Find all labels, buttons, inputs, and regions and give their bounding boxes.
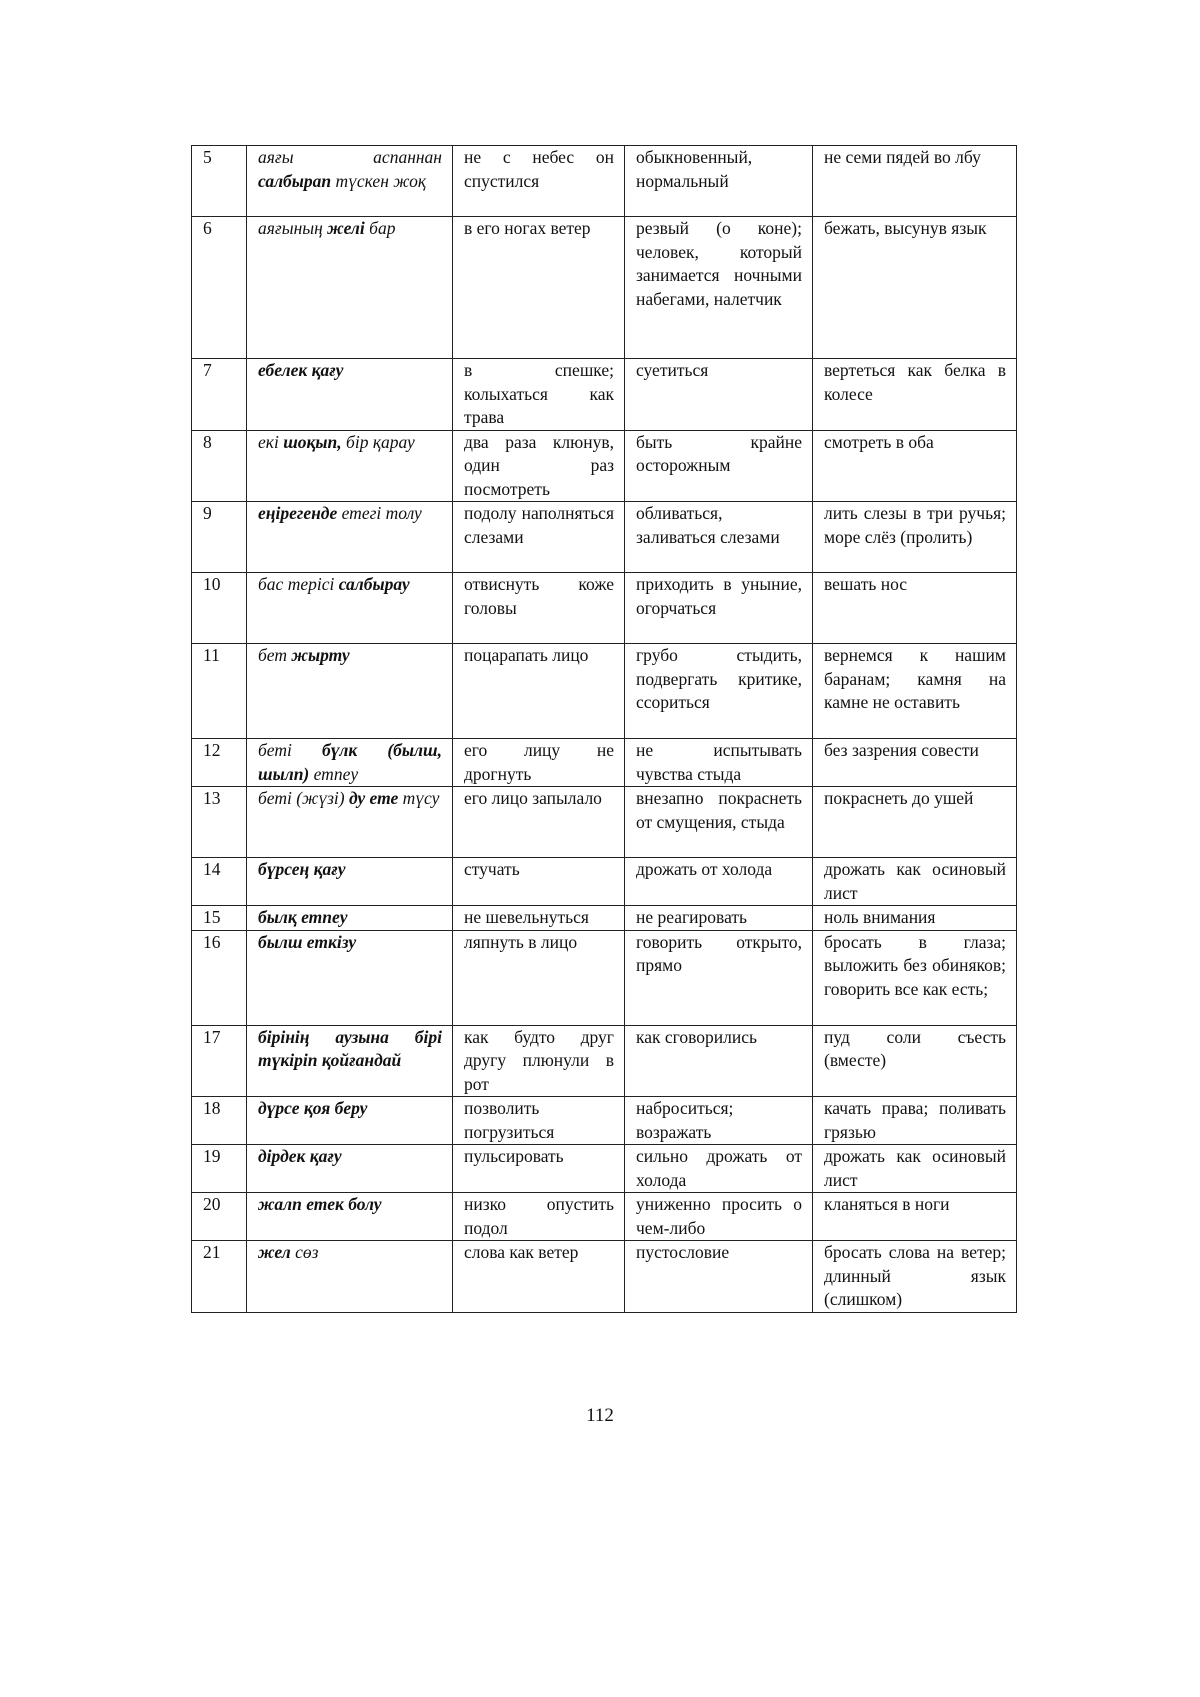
row-number: 14 — [192, 858, 247, 906]
phrase-keyword: бірінің аузына бірі түкіріп қойғандай — [258, 1026, 442, 1070]
literal-translation: два раза клюнув, один раз посмотреть — [453, 430, 625, 502]
meaning: униженно просить о чем-либо — [625, 1193, 813, 1241]
table-row — [192, 430, 1017, 502]
russian-equivalent: не семи пядей во лбу — [813, 146, 1017, 217]
table-row — [192, 858, 1017, 906]
row-number: 18 — [192, 1097, 247, 1145]
meaning: суетиться — [625, 359, 813, 431]
phrase-text: бет — [258, 645, 292, 665]
table-row — [192, 906, 1017, 931]
kazakh-phrase — [247, 1145, 453, 1193]
meaning: говорить открыто, прямо — [625, 930, 813, 1025]
meaning: быть крайне осторожным — [625, 430, 813, 502]
table-row — [192, 146, 1017, 217]
meaning: обливаться, заливаться слезами — [625, 502, 813, 573]
russian-equivalent: бросать слова на ветер; длинный язык (слишком) — [813, 1241, 1017, 1313]
literal-translation: стучать — [453, 858, 625, 906]
literal-translation: пульсировать — [453, 1145, 625, 1193]
russian-equivalent: бежать, высунув язык — [813, 217, 1017, 359]
kazakh-phrase — [247, 573, 453, 644]
russian-equivalent: без зазрения совести — [813, 739, 1017, 787]
phrase-keyword: ебелек қағу — [258, 360, 344, 380]
literal-translation: как будто друг другу плюнули в рот — [453, 1025, 625, 1097]
row-number: 19 — [192, 1145, 247, 1193]
table-row — [192, 787, 1017, 858]
phrase-text: түскен жоқ — [331, 170, 427, 191]
kazakh-phrase — [247, 930, 453, 1025]
phrase-text: етпеу — [309, 763, 359, 784]
row-number: 8 — [192, 430, 247, 502]
russian-equivalent: вертеться как белка в колесе — [813, 359, 1017, 431]
kazakh-phrase — [247, 359, 453, 431]
row-number: 6 — [192, 217, 247, 359]
phraseology-table — [191, 145, 1017, 1313]
russian-equivalent: лить слезы в три ручья; море слёз (пролить) — [813, 502, 1017, 573]
row-number: 21 — [192, 1241, 247, 1313]
meaning: резвый (о коне); человек, который занимается ночными набегами, налетчик — [625, 217, 813, 359]
kazakh-phrase — [247, 787, 453, 858]
phrase-keyword: салбырап — [258, 170, 332, 191]
meaning: сильно дрожать от холода — [625, 1145, 813, 1193]
literal-translation: низко опустить подол — [453, 1193, 625, 1241]
row-number: 13 — [192, 787, 247, 858]
literal-translation: не с небес он спустился — [453, 146, 625, 217]
literal-translation: слова как ветер — [453, 1241, 625, 1313]
russian-equivalent: вернемся к нашим баранам; камня на камне не оставить — [813, 644, 1017, 739]
russian-equivalent: дрожать как осиновый лист — [813, 1145, 1017, 1193]
table-row — [192, 1241, 1017, 1313]
russian-equivalent: пуд соли съесть (вместе) — [813, 1025, 1017, 1097]
phrase-keyword: желі — [327, 218, 365, 238]
kazakh-phrase — [247, 1193, 453, 1241]
table-row — [192, 739, 1017, 787]
meaning: не реагировать — [625, 906, 813, 931]
phrase-text: етегі толу — [337, 503, 422, 523]
table-row — [192, 1193, 1017, 1241]
table-row — [192, 359, 1017, 431]
russian-equivalent: покраснеть до ушей — [813, 787, 1017, 858]
table-row — [192, 1145, 1017, 1193]
phrase-text: бар — [364, 218, 396, 238]
kazakh-phrase — [247, 146, 453, 217]
phrase-text: аяғы аспаннан — [258, 147, 442, 167]
phrase-text: беті (жүзі) — [258, 788, 349, 808]
russian-equivalent: ноль внимания — [813, 906, 1017, 931]
row-number: 12 — [192, 739, 247, 787]
kazakh-phrase — [247, 1097, 453, 1145]
table-row — [192, 1025, 1017, 1097]
table-row — [192, 502, 1017, 573]
russian-equivalent: дрожать как осиновый лист — [813, 858, 1017, 906]
kazakh-phrase — [247, 502, 453, 573]
table-row — [192, 644, 1017, 739]
literal-translation: его лицо запылало — [453, 787, 625, 858]
phrase-keyword: шоқып, — [283, 431, 342, 452]
meaning: приходить в уныние, огорчаться — [625, 573, 813, 644]
kazakh-phrase — [247, 906, 453, 931]
table-row — [192, 930, 1017, 1025]
phrase-keyword: жырту — [291, 645, 350, 665]
phrase-keyword: дірдек қағу — [258, 1146, 342, 1166]
table-row — [192, 573, 1017, 644]
russian-equivalent: кланяться в ноги — [813, 1193, 1017, 1241]
phrase-text: түсу — [398, 788, 440, 808]
literal-translation: ляпнуть в лицо — [453, 930, 625, 1025]
kazakh-phrase — [247, 644, 453, 739]
table-row — [192, 1097, 1017, 1145]
literal-translation: в его ногах ветер — [453, 217, 625, 359]
kazakh-phrase — [247, 1025, 453, 1097]
phrase-text: бас терісі — [258, 574, 339, 594]
russian-equivalent: бросать в глаза; выложить без обиняков; говорить все как есть; — [813, 930, 1017, 1025]
phrase-text: екі — [258, 431, 284, 452]
row-number: 15 — [192, 906, 247, 931]
russian-equivalent: качать права; поливать грязью — [813, 1097, 1017, 1145]
literal-translation: подолу наполняться слезами — [453, 502, 625, 573]
russian-equivalent: смотреть в оба — [813, 430, 1017, 502]
page-number: 112 — [586, 1405, 614, 1426]
kazakh-phrase — [247, 217, 453, 359]
phrase-keyword: былш еткізу — [258, 931, 357, 952]
row-number: 7 — [192, 359, 247, 431]
kazakh-phrase — [247, 1241, 453, 1313]
table-row — [192, 217, 1017, 359]
phrase-keyword: былқ етпеу — [258, 907, 348, 927]
meaning: обыкновенный, нормальный — [625, 146, 813, 217]
row-number: 17 — [192, 1025, 247, 1097]
phrase-keyword: еңірегенде — [258, 503, 338, 523]
row-number: 20 — [192, 1193, 247, 1241]
phrase-text: бір қарау — [341, 431, 415, 452]
phrase-keyword: дүрсе қоя беру — [258, 1098, 368, 1118]
literal-translation: отвиснуть коже головы — [453, 573, 625, 644]
meaning: не испытывать чувства стыда — [625, 739, 813, 787]
kazakh-phrase — [247, 739, 453, 787]
phrase-text: аяғының — [258, 218, 328, 238]
phrase-keyword: жел — [258, 1242, 291, 1262]
literal-translation: не шевельнуться — [453, 906, 625, 931]
phrase-keyword: ду ете — [348, 788, 399, 808]
russian-equivalent: вешать нос — [813, 573, 1017, 644]
meaning: внезапно покраснеть от смущения, стыда — [625, 787, 813, 858]
row-number: 16 — [192, 930, 247, 1025]
literal-translation: позволить погрузиться — [453, 1097, 625, 1145]
literal-translation: поцарапать лицо — [453, 644, 625, 739]
row-number: 10 — [192, 573, 247, 644]
literal-translation: в спешке; колыхаться как трава — [453, 359, 625, 431]
phraseology-table-body — [192, 146, 1017, 1313]
kazakh-phrase — [247, 858, 453, 906]
literal-translation: его лицу не дрогнуть — [453, 739, 625, 787]
row-number: 11 — [192, 644, 247, 739]
row-number: 9 — [192, 502, 247, 573]
row-number: 5 — [192, 146, 247, 217]
phrase-keyword: бүлк (былш, шылп) — [258, 740, 442, 784]
phrase-text: сөз — [290, 1242, 319, 1262]
meaning: дрожать от холода — [625, 858, 813, 906]
phrase-text: беті — [258, 740, 322, 760]
phrase-keyword: салбырау — [338, 574, 410, 594]
phrase-keyword: жалп етек болу — [258, 1194, 382, 1214]
phrase-keyword: бүрсең қағу — [258, 859, 346, 879]
meaning: пустословие — [625, 1241, 813, 1313]
meaning: как сговорились — [625, 1025, 813, 1097]
kazakh-phrase — [247, 430, 453, 502]
meaning: наброситься; возражать — [625, 1097, 813, 1145]
meaning: грубо стыдить, подвергать критике, ссориться — [625, 644, 813, 739]
